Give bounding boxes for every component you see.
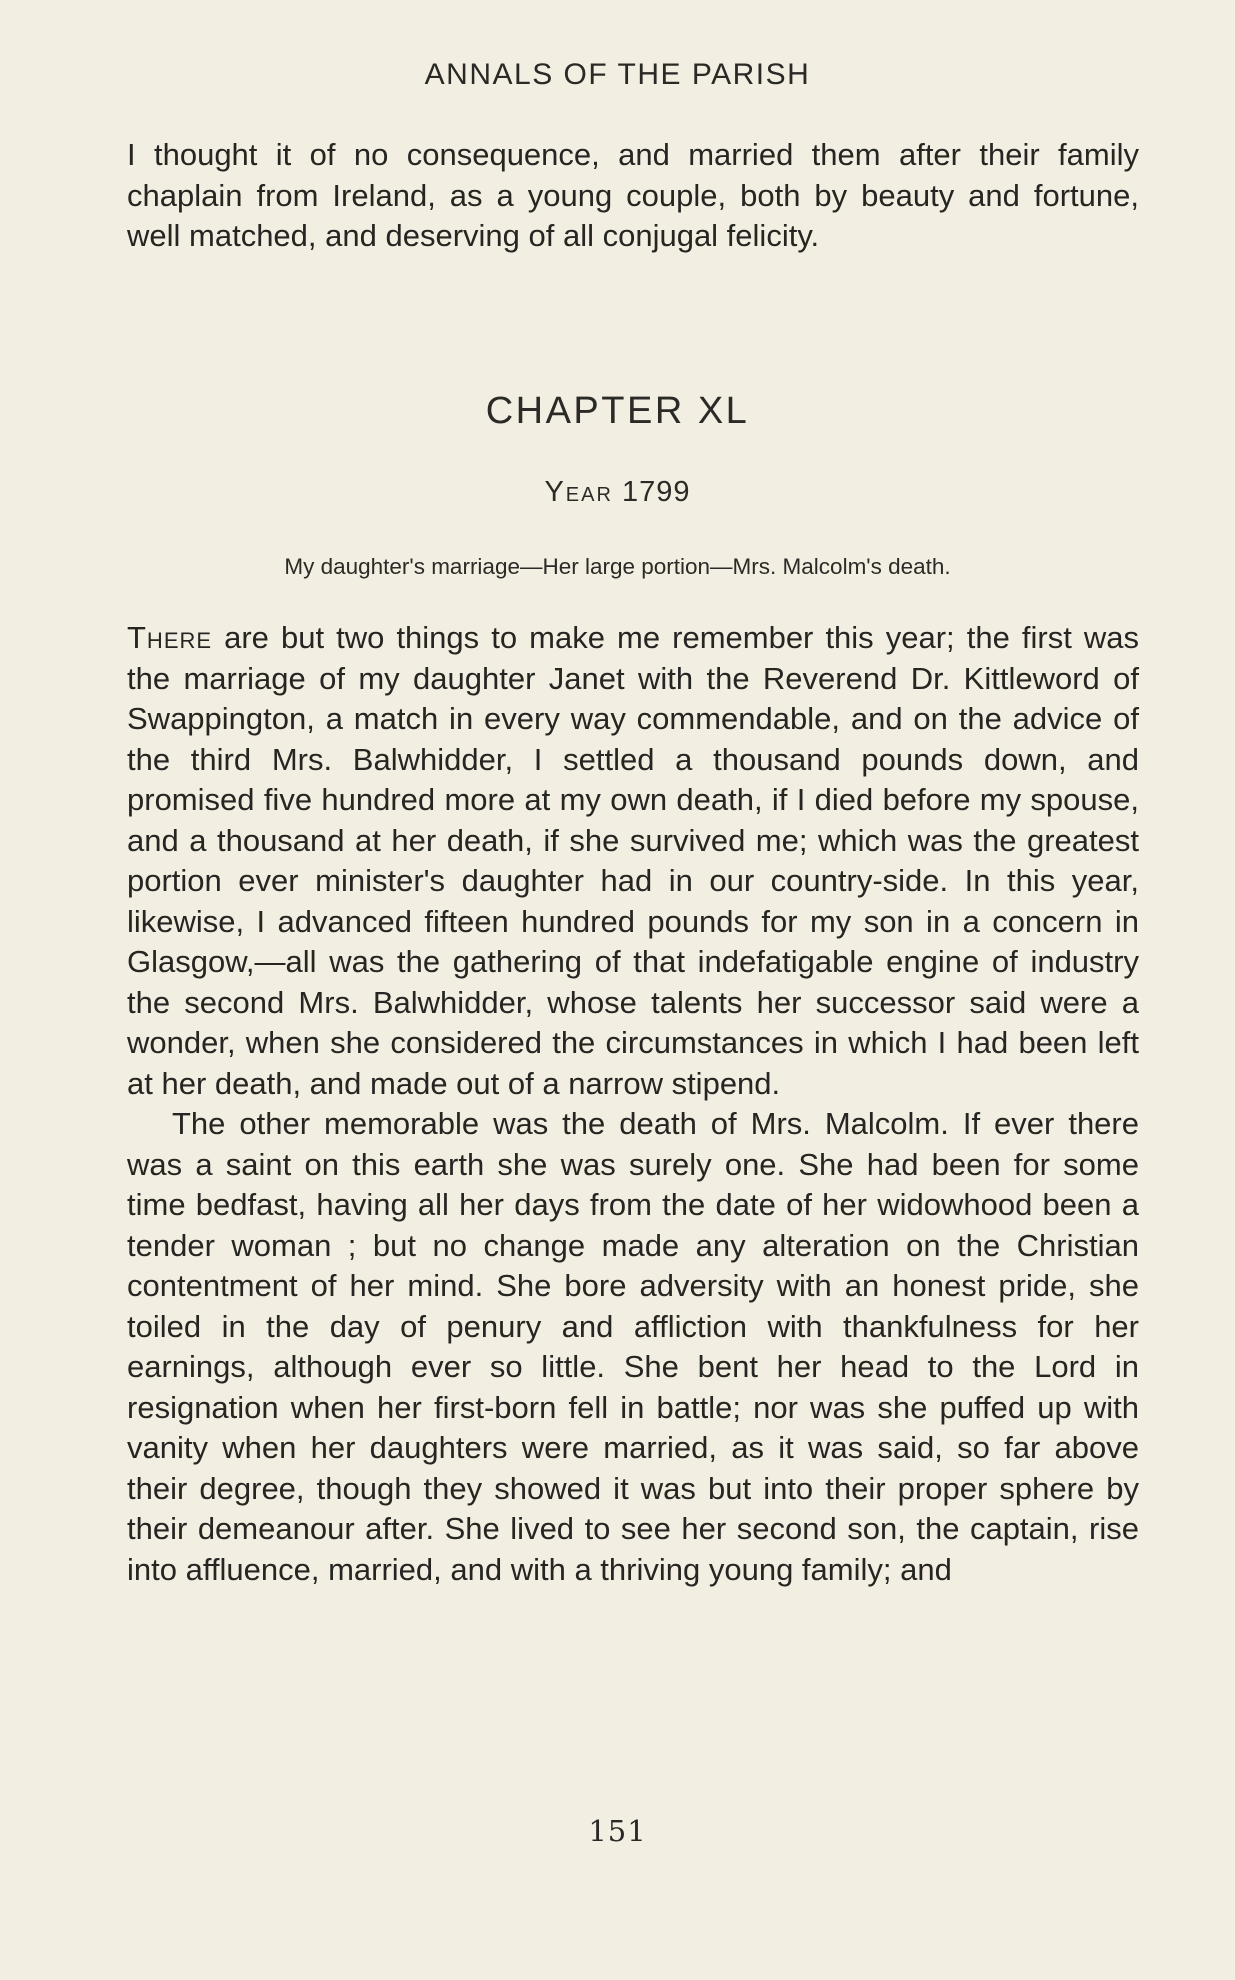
intro-paragraph: I thought it of no consequence, and married them after their family chaplain from Ireland, as a young couple, both by beauty and fortune, well matched, and deserving of all conjugal felicity.	[127, 137, 1139, 253]
chapter-summary: My daughter's marriage—Her large portion—Mrs. Malcolm's death.	[284, 554, 951, 579]
paragraph-1-text: are but two things to make me remember this year; the first was the marriage of my daughter Janet with the Reverend Dr. Kittleword of Swappington, a match in every way commendable, and on the advice of the third Mrs. Balwhidder, I settled a thousand pounds down, and promised five hundred more at my own death, if I died before my spouse, and a thousand at her death, if she survived me; which was the greatest portion ever minister's daughter had in our country-side. In this year, likewise, I advanced fifteen hundred pounds for my son in a concern in Glasgow,—all was the gathering of that indefatigable engine of industry the second Mrs. Balwhidder, whose talents her successor said were a wonder, when she considered the circumstances in which I had been left at her death, and made out of a narrow stipend.	[127, 620, 1139, 1101]
chapter-title: CHAPTER XL	[485, 390, 750, 432]
paragraph-1	[127, 618, 1139, 1104]
intro-paragraph-block	[127, 135, 1139, 257]
year-label: Year	[544, 476, 613, 508]
running-head: ANNALS OF THE PARISH	[424, 58, 811, 91]
chapter-year	[0, 476, 1235, 509]
year-number: 1799	[622, 476, 691, 508]
paragraph-1-lead: There	[127, 620, 213, 655]
paragraph-2: The other memorable was the death of Mrs. Malcolm. If ever there was a saint on this earth she was surely one. She had been for some time bedfast, having all her days from the date of her widowhood been a tender woman ; but no change made any alteration on the Christian contentment of her mind. She bore adversity with an honest pride, she toiled in the day of penury and affliction with thankfulness for her earnings, although ever so little. She bent her head to the Lord in resignation when her first-born fell in battle; nor was she puffed up with vanity when her daughters were married, as it was said, so far above their degree, though they showed it was but into their proper sphere by their demeanour after. She lived to see her second son, the captain, rise into affluence, married, and with a thriving young family; and	[127, 1106, 1139, 1587]
page-number: 151	[588, 1814, 647, 1848]
chapter-body	[127, 618, 1139, 1590]
